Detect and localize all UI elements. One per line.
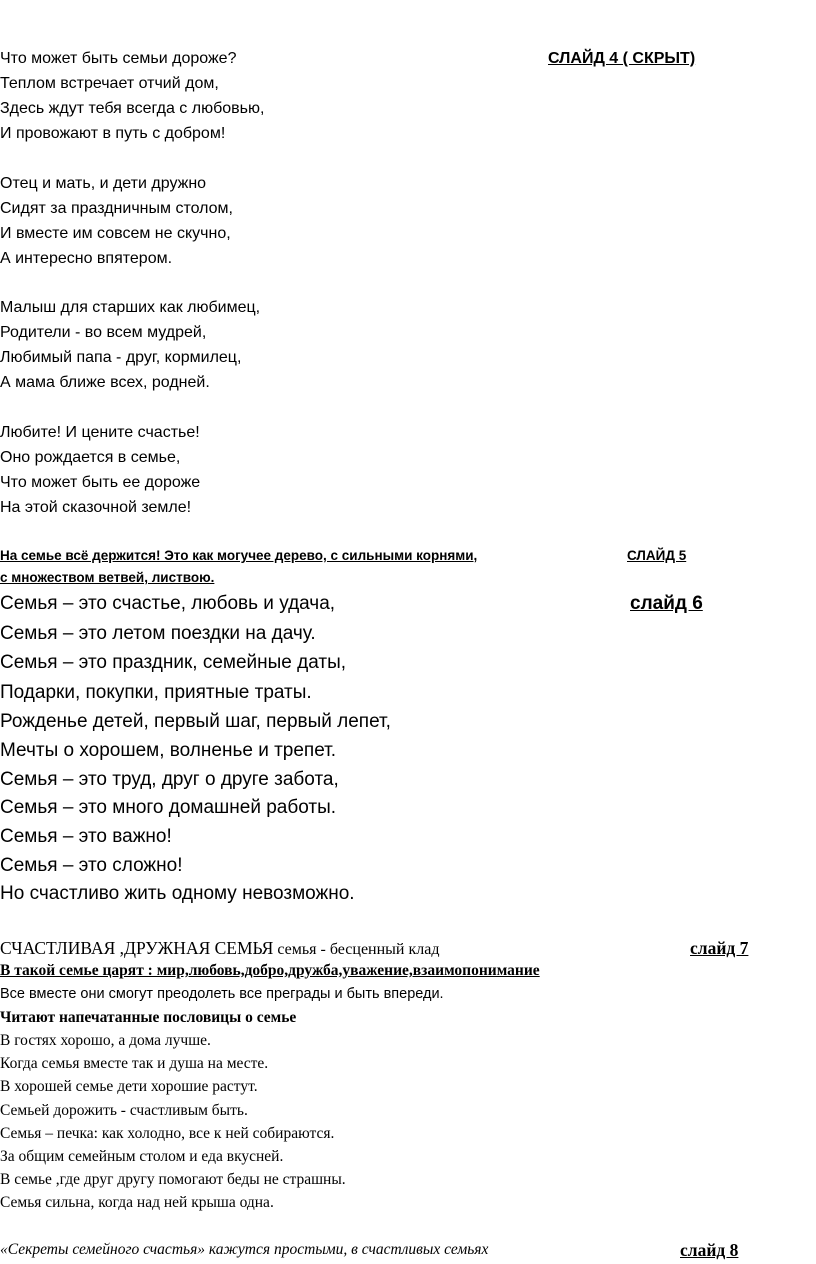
family-line: Семья – это праздник, семейные даты, <box>0 652 347 673</box>
family-line: Семья – это летом поездки на дачу. <box>0 623 316 644</box>
poem-line: Теплом встречает отчий дом, <box>0 75 219 92</box>
poem-line: И вместе им совсем не скучно, <box>0 225 231 242</box>
happy-subtitle: семья - бесценный клад <box>273 941 440 958</box>
poem-line: Сидят за праздничным столом, <box>0 200 233 217</box>
family-line: Но счастливо жить одному невозможно. <box>0 883 355 904</box>
family-line: Подарки, покупки, приятные траты. <box>0 682 312 703</box>
secrets-line: «Секреты семейного счастья» кажутся простыми, в счастливых семьях <box>0 1241 489 1258</box>
together-line: Все вместе они смогут преодолеть все преграды и быть впереди. <box>0 986 444 1002</box>
family-line: Семья – это счастье, любовь и удача, <box>0 593 336 614</box>
family-line: Мечты о хорошем, волненье и трепет. <box>0 740 337 761</box>
slide-4-label: СЛАЙД 4 ( СКРЫТ) <box>548 50 696 67</box>
values-line: В такой семье царят : мир,любовь,добро,дружба,уважение,взаимопонимание <box>0 962 540 979</box>
proverb-line: Семьей дорожить - счастливым быть. <box>0 1102 248 1119</box>
slide-5-label: СЛАЙД 5 <box>627 548 687 563</box>
poem-line: Любимый папа - друг, кормилец, <box>0 349 242 366</box>
poem-line: А мама ближе всех, родней. <box>0 374 210 391</box>
family-line: Семья – это много домашней работы. <box>0 797 337 818</box>
proverb-line: Когда семья вместе так и душа на месте. <box>0 1055 269 1072</box>
poem-line: Что может быть семьи дороже? <box>0 50 237 67</box>
proverbs-heading: Читают напечатанные пословицы о семье <box>0 1009 297 1026</box>
tree-line: На семье всё держится! Это как могучее дерево, с сильными корнями, <box>0 548 478 563</box>
poem-line: Отец и мать, и дети дружно <box>0 175 207 192</box>
proverb-line: В семье ,где друг другу помогают беды не страшны. <box>0 1171 346 1188</box>
poem-line: Что может быть ее дороже <box>0 474 201 491</box>
happy-title: СЧАСТЛИВАЯ ,ДРУЖНАЯ СЕМЬЯ <box>0 938 274 958</box>
family-line: Семья – это сложно! <box>0 855 183 876</box>
proverb-line: Семья сильна, когда над ней крыша одна. <box>0 1194 274 1211</box>
poem-line: Родители - во всем мудрей, <box>0 324 207 341</box>
proverb-line: За общим семейным столом и еда вкусней. <box>0 1148 284 1165</box>
proverb-line: Семья – печка: как холодно, все к ней собираются. <box>0 1125 335 1142</box>
tree-line: с множеством ветвей, листвою. <box>0 570 215 585</box>
family-line: Семья – это важно! <box>0 826 172 847</box>
poem-line: И провожают в путь с добром! <box>0 125 226 142</box>
slide-8-label: слайд 8 <box>680 1240 739 1260</box>
slide-7-label: слайд 7 <box>690 938 749 958</box>
happy-heading <box>0 938 439 959</box>
poem-line: Малыш для старших как любимец, <box>0 299 261 316</box>
poem-line: А интересно впятером. <box>0 250 173 267</box>
proverb-line: В гостях хорошо, а дома лучше. <box>0 1032 211 1049</box>
poem-line: Любите! И цените счастье! <box>0 424 200 441</box>
family-line: Рожденье детей, первый шаг, первый лепет, <box>0 711 391 732</box>
family-line: Семья – это труд, друг о друге забота, <box>0 769 339 790</box>
proverb-line: В хорошей семье дети хорошие растут. <box>0 1078 258 1095</box>
slide-6-label: слайд 6 <box>630 593 703 614</box>
poem-line: Здесь ждут тебя всегда с любовью, <box>0 100 265 117</box>
poem-line: На этой сказочной земле! <box>0 499 192 516</box>
poem-line: Оно рождается в семье, <box>0 449 181 466</box>
